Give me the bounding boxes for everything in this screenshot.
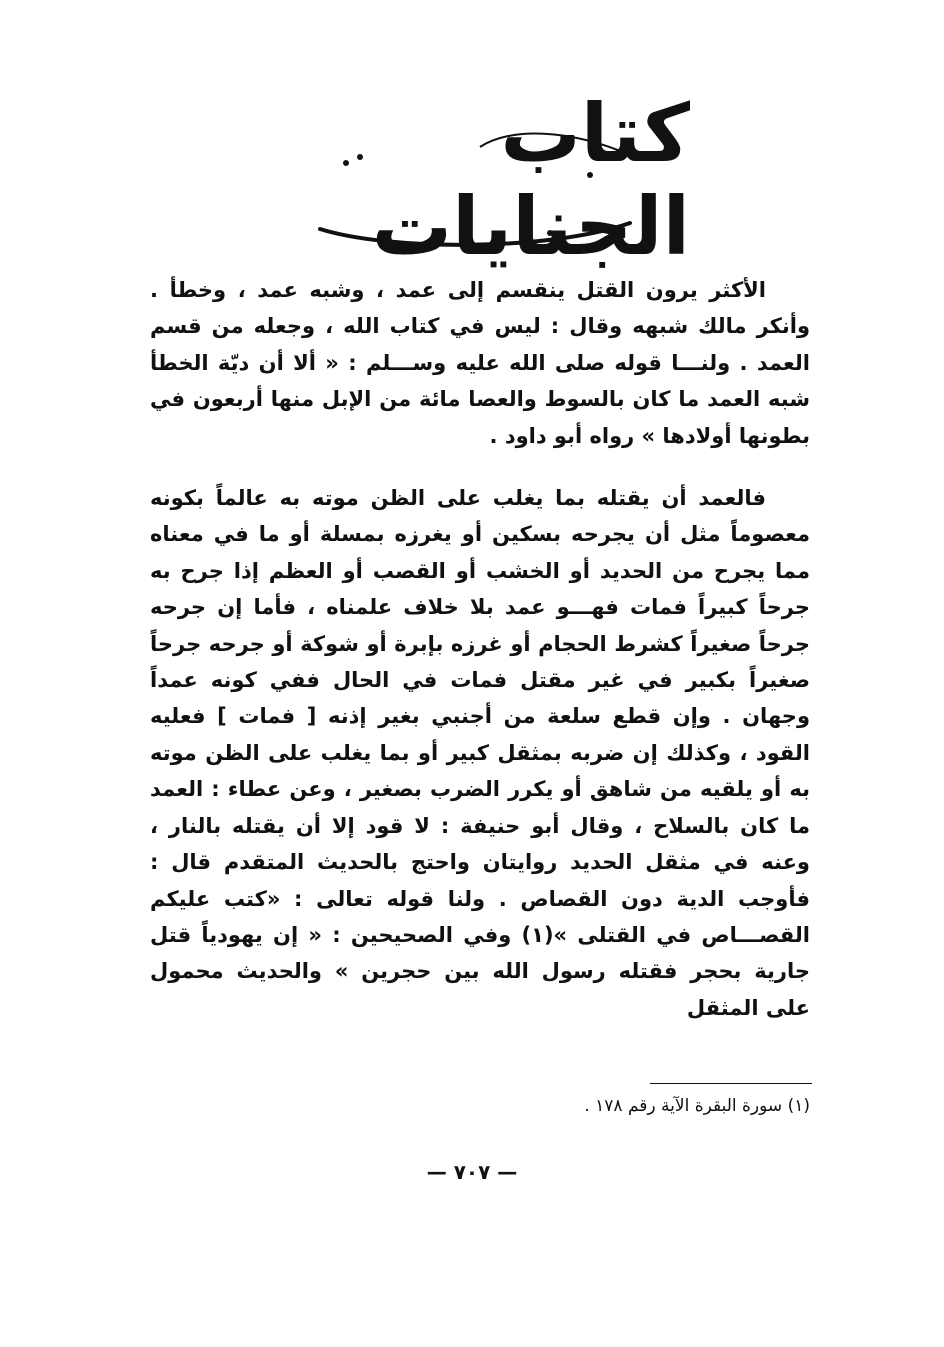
chapter-title: كتاب الجنايات — [371, 87, 690, 273]
page-number: — ٧٠٧ — — [426, 1160, 518, 1184]
paragraph-1: الأكثر يرون القتل ينقسم إلى عمد ، وشبه عمد ، وخطأ . وأنكر مالك شبهه وقال : ليس في كتاب الله ، وجعله من قسم العمد . ولنـــا قوله صلى الله عليه وســـلم : « ألا أن ديّة الخطأ شبه العمد ما كان بالسوط والعصا مائة من الإبل منها أربعون في بطونها أولادها » رواه أبو داود . — [150, 278, 810, 448]
footnote: (١) سورة البقرة الآية رقم ١٧٨ . — [584, 1096, 810, 1116]
footnote-divider — [650, 1083, 812, 1084]
paragraph-2: فالعمد أن يقتله بما يغلب على الظن موته به عالماً بكونه معصوماً مثل أن يجرحه بسكين أو يغرزه بمسلة أو ما في معناه مما يجرح من الحديد أو الخشب أو القصب أو العظم إذا جرح به جرحاً كبيراً فمات فهـــو عمد بلا خلاف علمناه ، فأما إن جرحه جرحاً صغيراً كشرط الحجام أو غرزه بإبرة أو شوكة أو جرحه جرحاً صغيراً بكبير في غير مقتل فمات في الحال ففي كونه عمداً وجهان . وإن قطع سلعة من أجنبي بغير إذنه [ فمات ] فعليه القود ، وكذلك إن ضربه بمثقل كبير أو بما يغلب على الظن موته به أو يلقيه من شاهق أو يكرر الضرب بصغير ، وعن عطاء : العمد ما كان بالسلاح ، وقال أبو حنيفة : لا قود إلا أن يقتله بالنار ، وعنه في مثقل الحديد روايتان واحتج بالحديث المتقدم قال : فأوجب الدية دون القصاص . ولنا قوله تعالى : «كتب عليكم القصـــاص في القتلى »(١) وفي الصحيحين : « إن يهودياً قتل جارية بحجر فقتله رسول الله بين حجرين » والحديث محمول على المثقل — [150, 486, 810, 1020]
main-text — [150, 272, 810, 1026]
chapter-heading — [250, 87, 690, 273]
